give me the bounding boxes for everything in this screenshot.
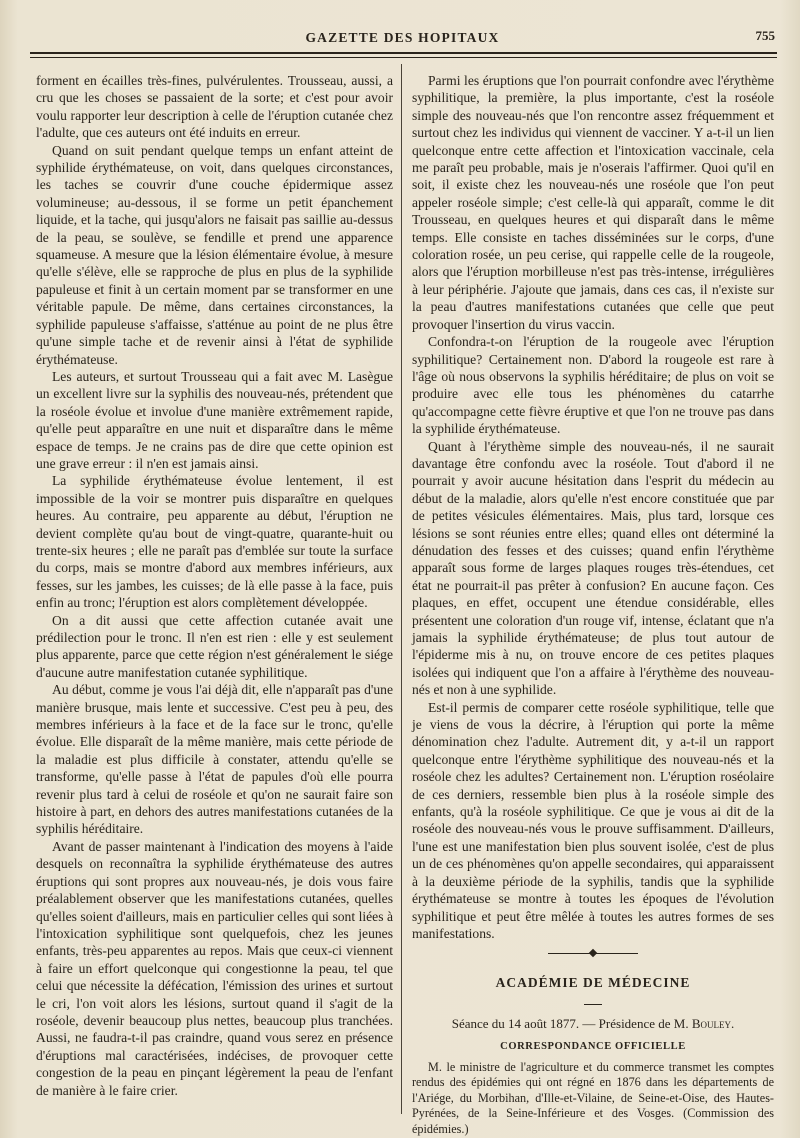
page-header xyxy=(30,28,775,52)
page-number: 755 xyxy=(755,28,775,43)
paragraph: Parmi les éruptions que l'on pourrait confondre avec l'érythème syphilitique, la première, la plus importante, c'est la roséole simple des nouveau-nés que l'on rencontre assez fréquemment et surtout chez les individus qui viennent de vacciner. Y a-t-il un lien quelconque entre cette affection et l'intoxication vaccinale, cela me paraît peu probable, mais je n'oserais l'affirmer. Quoi qu'il en soit, il existe chez les nouveau-nés une roséole que l'on peut appeler roséole simple; c'est celle-là qui apparaît, comme le dit Trousseau, en quelques heures et qui disparaît dans le même temps. Elle consiste en taches disséminées sur le corps, d'une coloration rosée, un peu cerise, qui rappelle celle de la rougeole, alors que l'éruption morbilleuse n'est pas très-intense, irrégulières à leur périphérie. J'ajoute que jamais, dans ces cas, il n'existe sur la peau d'autres manifestations cutanées que celle que peut provoquer l'insertion du virus vaccin. xyxy=(412,73,774,332)
section-title: ACADÉMIE DE MÉDECINE xyxy=(495,975,691,991)
paragraph: Est-il permis de comparer cette roséole syphilitique, telle que je viens de vous la décrire, à l'éruption qui porte la même dénomination chez l'adulte. Autrement dit, y a-t-il un rapport quelconque entre l'érythème syphilitique des nouveau-nés et la roséole chez les adultes? Certainement non. L'éruption roséolaire de ces derniers, ressemble bien plus à la roséole simple des enfants, qu'à la roséole syphilitique. Ce que je vous ai dit de la roséole des nouveau-nés vous le prouve suffisamment. D'ailleurs, l'une est une manifestation bien plus souvent isolée, c'est de plus un de ces phénomènes qu'on appelle secondaires, qui apparaissent à la deuxième période de la syphilis, tandis que la syphilide érythémateuse se montre à toutes les époques de l'évolution syphilitique et peut être mêlée à toutes les autres formes de ses manifestations. xyxy=(412,699,774,941)
publication-title: GAZETTE DES HOPITAUX xyxy=(305,30,500,45)
header-rule-thin xyxy=(30,57,777,58)
session-text: Séance du 14 août 1877. — Présidence de M. xyxy=(451,1015,689,1031)
paragraph: Avant de passer maintenant à l'indication des moyens à l'aide desquels on reconnaîtra la syphilide érythémateuse des autres éruptions qui sont propres aux nouveau-nés, je dois vous faire préalablement observer que les manifestations cutanées, quelles qu'elles soient d'ailleurs, mais en particulier celles qui sont liées à l'intoxication syphilitique sont quelquefois, chez les jeunes enfants, très-peu apparentes au repos. Mais que ceux-ci viennent à faire un effort quelconque qui congestionne la peau, tel que celui que nécessite la défécation, l'émission des urines et surtout le cri, l'on voit alors les lésions, surtout quand il s'agit de la roséole, devenir beaucoup plus nettes, beaucoup plus tranchées. Aussi, ne faudra-t-il pas craindre, quand vous serez en présence d'éruptions mal caractérisées, indécises, de provoquer cette congestion de la peau en pinçant légèrement la peau de l'enfant de manière à le faire crier. xyxy=(36,838,393,1098)
president-name: Bouley. xyxy=(691,1015,735,1031)
title-dash xyxy=(584,1004,602,1005)
right-column xyxy=(412,72,774,1137)
subsection-title: CORRESPONDANCE OFFICIELLE xyxy=(500,1041,686,1053)
column-divider xyxy=(401,64,402,1114)
session-line xyxy=(412,1015,774,1032)
paragraph: Quant à l'érythème simple des nouveau-nés, il ne saurait davantage être confondu avec la roséole. Tout d'abord il ne pourrait y avoir aucune hésitation dans l'esprit du médecin au début de la maladie, alors qu'elle n'est encore constituée que par de petites vésicules élémentaires. Mais, plus tard, lorsque ces lésions se sont réunies entre elles; quand elles ont déterminé la dénudation des fesses et des cuisses; quand enfin l'érythème apparaît sous forme de larges plaques rouges très-étendues, cet état ne pourrait-il pas prêter à confusion? En aucune façon. Ces plaques, en effet, occupent une étendue considérable, elles présentent une coloration d'un rouge vif, intense, éclatant que n'a jamais la syphilide érythémateuse; de plus tout autour de l'épiderme mis à nu, on trouve encore de ces petites plaques isolées qui indiquent que l'on a affaire à l'érythème des nouveau-nés et non à une syphilide. xyxy=(412,438,774,698)
paragraph: On a dit aussi que cette affection cutanée avait une prédilection pour le tronc. Il n'en est rien : elle y est seulement plus apparente, parce que cette région n'est généralement le siége d'aucune autre manifestation cutanée syphilitique. xyxy=(36,612,393,680)
paragraph: Confondra-t-on l'éruption de la rougeole avec l'éruption syphilitique? Certainement non. D'abord la rougeole est rare à l'âge où nous observons la syphilis héréditaire; de plus on voit se produire avec elle tous les phénomènes du catarrhe qu'accompagne cette fièvre éruptive et que l'on ne trouve pas dans la syphilide érythémateuse. xyxy=(412,334,774,437)
article-separator xyxy=(548,950,638,956)
paragraph: forment en écailles très-fines, pulvérulentes. Trousseau, aussi, a cru que les choses se passaient de la sorte; et c'est pour avoir voulu rapporter leur description à celle de l'éruption cutanée chez l'adulte, que ces auteurs ont été induits en erreur. xyxy=(36,73,393,141)
paragraph: Au début, comme je vous l'ai déjà dit, elle n'apparaît pas d'une manière brusque, mais lente et successive. C'est peu à peu, des membres inférieurs à la face et de la face sur le tronc, qu'elle évolue. Elle disparaît de la même manière, mais cette période de la maladie est plus difficile à constater, attendu qu'elle se transforme, qu'elle passe à l'état de papules d'où elle pourra revenir plus tard à celui de roséole et qu'on ne saurait faire son histoire à part, en dehors des autres manifestations cutanées de la syphilis héréditaire. xyxy=(36,682,393,837)
paragraph: Quand on suit pendant quelque temps un enfant atteint de syphilide érythémateuse, on voit, dans quelques circonstances, les taches se couvrir d'une couche épidermique assez volumineuse; au-dessous, il se forme un petit épanchement liquide, et la tache, qui jusqu'alors ne faisait pas saillie au-dessus de la peau, se soulève, se fendille et prend une apparence squameuse. A mesure que la lésion élémentaire évolue, à mesure qu'elle s'élève, elle se rapproche de plus en plus de la syphilide papuleuse et finit à un certain moment par se transformer en une véritable papule. De même, dans certaines circonstances, la syphilide papuleuse s'affaisse, s'atténue au point de ne plus être qu'une simple tache et de revenir ainsi à l'état de syphilide érythémateuse. xyxy=(36,142,393,367)
header-rule xyxy=(30,52,777,54)
paragraph: Les auteurs, et surtout Trousseau qui a fait avec M. Lasègue un excellent livre sur la syphilis des nouveau-nés, prétendent que la roséole évolue et involue d'une manière extrêmement rapide, qu'elle peut apparaître en une nuit et disparaître dans le même espace de temps. Je ne crains pas de dire que cette opinion est une grave erreur : il n'en est jamais ainsi. xyxy=(36,368,393,471)
paragraph: M. le ministre de l'agriculture et du commerce transmet les comptes rendus des épidémies qui ont régné en 1876 dans les départements de l'Ariége, du Morbihan, d'Ille-et-Vilaine, de Seine-et-Oise, des Hautes-Pyrénées, de la Seine-Inférieure et des Vosges. (Commission des épidémies.) xyxy=(412,1059,774,1136)
paragraph: La syphilide érythémateuse évolue lentement, il est impossible de la voir se montrer puis disparaître en quelques heures. Au contraire, peu apparente au début, l'éruption ne devient complète qu'au bout de vingt-quatre, quarante-huit ou trente-six heures ; elle ne paraît pas d'emblée sur toute la surface du corps, mais se montre d'abord aux membres inférieurs, aux fesses, sur les jambes, les cuisses; de là elle passe à la face, puis enfin au tronc; l'éruption est alors complètement développée. xyxy=(36,473,393,611)
left-column xyxy=(36,72,393,1099)
